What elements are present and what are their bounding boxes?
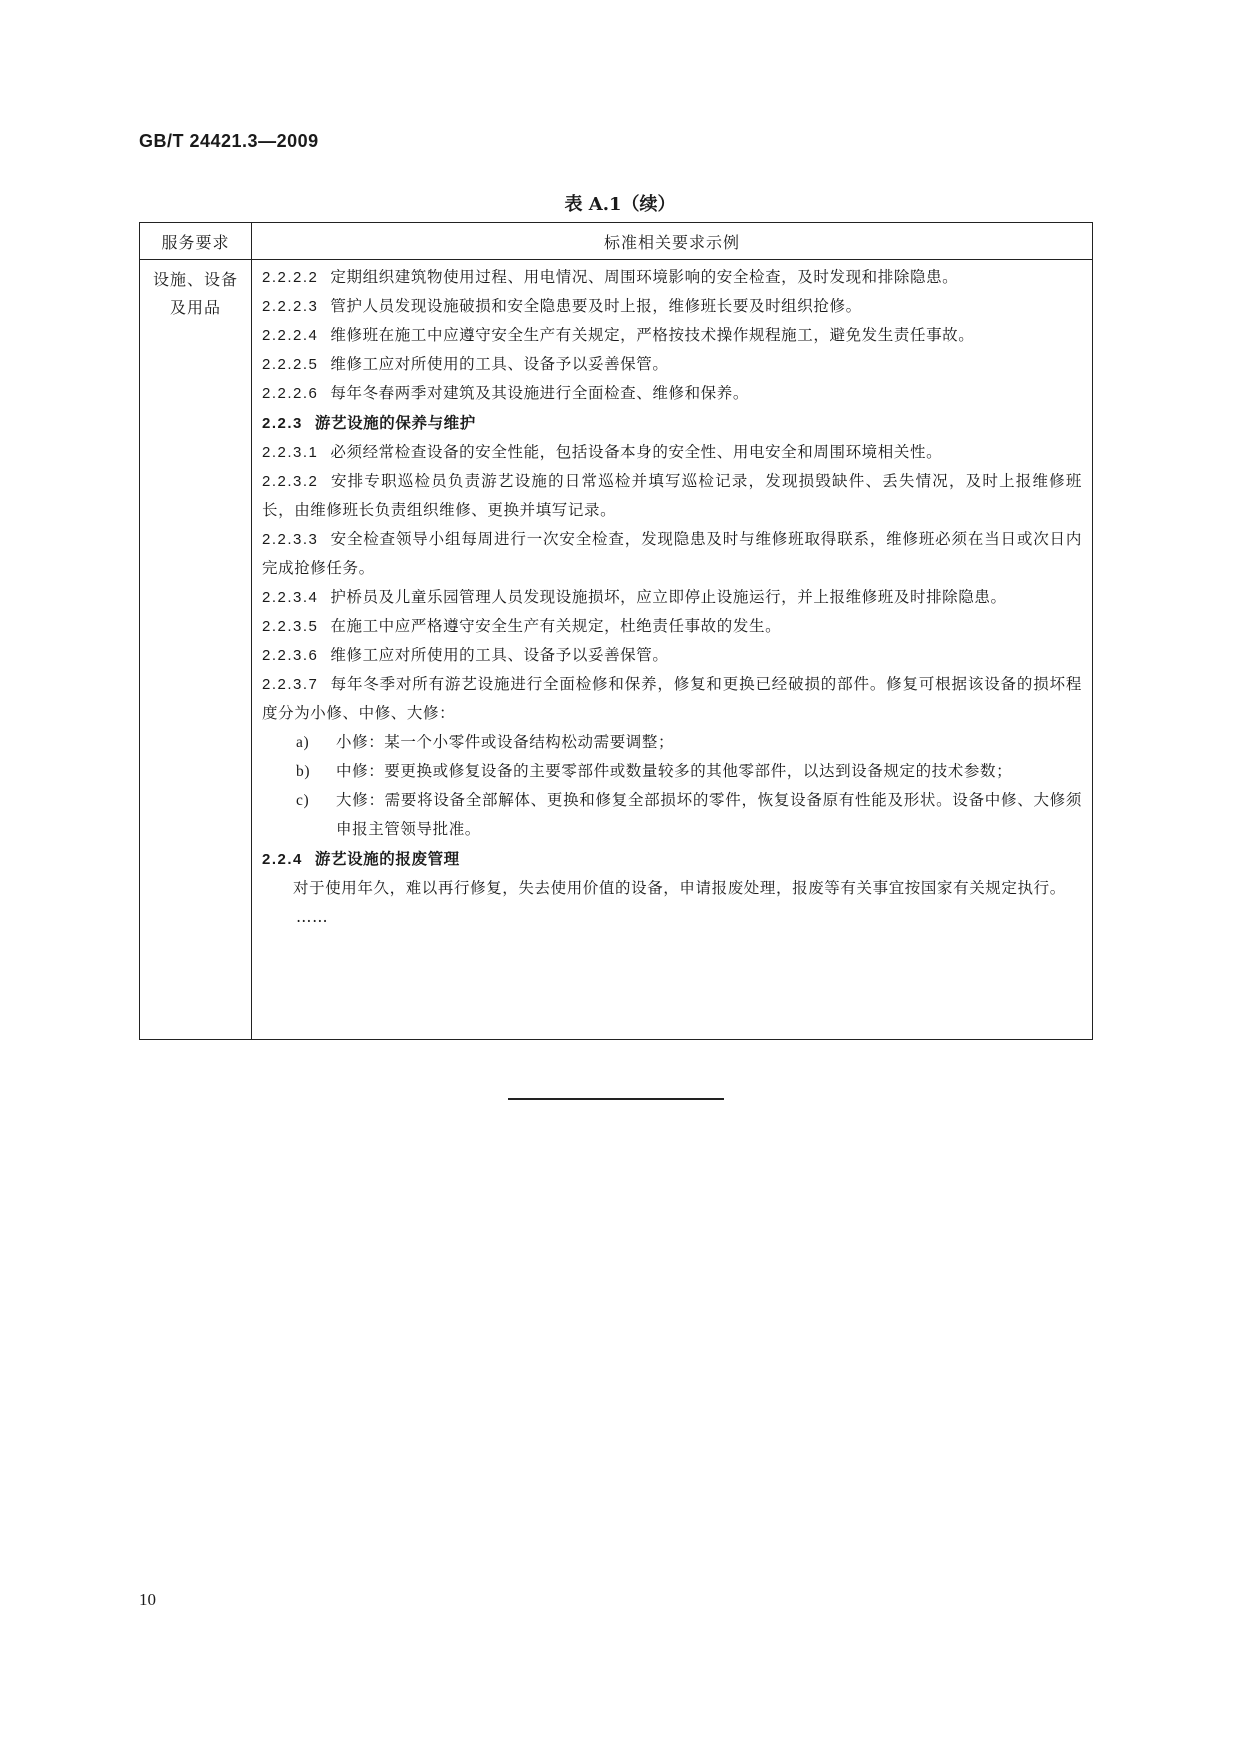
clause-text: 安全检查领导小组每周进行一次安全检查，发现隐患及时与维修班取得联系，维修班必须在当日或次日内完成抢修任务。 <box>262 530 1082 577</box>
clause-number: 2.2.3.3 <box>262 531 319 548</box>
clause-2-2-2-5 <box>262 350 1082 379</box>
clause-number: 2.2.3.7 <box>262 676 319 693</box>
column-header-examples: 标准相关要求示例 <box>252 223 1093 260</box>
clause-2-2-3-6 <box>262 641 1082 670</box>
table-header-row <box>140 223 1093 260</box>
section-title: 游艺设施的保养与维护 <box>314 413 476 432</box>
list-marker: b) <box>296 763 311 780</box>
clause-number: 2.2.3.5 <box>262 618 319 635</box>
clause-2-2-2-6 <box>262 379 1082 408</box>
clause-text: 护桥员及儿童乐园管理人员发现设施损坏，应立即停止设施运行，并上报维修班及时排除隐患。 <box>330 588 1007 606</box>
list-text: 小修：某一个小零件或设备结构松动需要调整； <box>336 733 675 751</box>
clause-number: 2.2.2.6 <box>262 385 319 402</box>
clause-number: 2.2.3.1 <box>262 444 319 461</box>
requirements-content-cell <box>252 260 1093 1040</box>
page-number: 10 <box>139 1590 156 1609</box>
column-header-service: 服务要求 <box>140 223 252 260</box>
requirements-table <box>139 222 1093 1040</box>
end-of-document-rule <box>508 1098 724 1100</box>
continuation-ellipsis: …… <box>296 908 329 926</box>
clause-2-2-3-1 <box>262 438 1082 467</box>
clause-text: 维修工应对所使用的工具、设备予以妥善保管。 <box>330 646 669 664</box>
clause-2-2-2-3 <box>262 292 1082 321</box>
list-text: 中修：要更换或修复设备的主要零部件或数量较多的其他零部件，以达到设备规定的技术参数； <box>336 762 1013 780</box>
clause-2-2-2-2 <box>262 263 1082 292</box>
clause-text: 维修工应对所使用的工具、设备予以妥善保管。 <box>330 355 669 373</box>
clause-2-2-3-7 <box>262 670 1082 728</box>
list-marker: c) <box>296 792 310 809</box>
clause-text: 安排专职巡检员负责游艺设施的日常巡检并填写巡检记录，发现损毁缺件、丢失情况，及时上报维修班长，由维修班长负责组织维修、更换并填写记录。 <box>262 472 1082 519</box>
clause-text: 每年冬春两季对建筑及其设施进行全面检查、维修和保养。 <box>330 384 749 402</box>
clause-text: 每年冬季对所有游艺设施进行全面检修和保养，修复和更换已经破损的部件。修复可根据该设备的损坏程度分为小修、中修、大修： <box>262 675 1082 722</box>
standard-number: GB/T 24421.3—2009 <box>139 131 319 151</box>
section-number: 2.2.3 <box>262 415 303 432</box>
clause-2-2-3-4 <box>262 583 1082 612</box>
list-item-a <box>262 728 1082 757</box>
clause-text: 维修班在施工中应遵守安全生产有关规定，严格按技术操作规程施工，避免发生责任事故。 <box>330 326 975 344</box>
clause-number: 2.2.3.4 <box>262 589 319 606</box>
section-heading-2-2-3 <box>262 408 1082 438</box>
section-number: 2.2.4 <box>262 851 303 868</box>
clause-2-2-3-2 <box>262 467 1082 525</box>
clause-number: 2.2.2.5 <box>262 356 319 373</box>
clause-text: 必须经常检查设备的安全性能，包括设备本身的安全性、用电安全和周围环境相关性。 <box>330 443 943 461</box>
section-heading-2-2-4 <box>262 844 1082 874</box>
section-title: 游艺设施的报废管理 <box>314 849 460 868</box>
clause-2-2-3-5 <box>262 612 1082 641</box>
table-title: 表 A.1（续） <box>564 194 676 215</box>
clause-text: 管护人员发现设施破损和安全隐患要及时上报，维修班长要及时组织抢修。 <box>330 297 862 315</box>
clause-text: 在施工中应严格遵守安全生产有关规定，杜绝责任事故的发生。 <box>330 617 782 635</box>
section-paragraph: 对于使用年久，难以再行修复，失去使用价值的设备，申请报废处理，报废等有关事宜按国家有关规定执行。 <box>293 879 1066 897</box>
list-item-c <box>262 786 1082 844</box>
clause-text: 定期组织建筑物使用过程、用电情况、周围环境影响的安全检查，及时发现和排除隐患。 <box>330 268 959 286</box>
list-item-b <box>262 757 1082 786</box>
list-text: 大修：需要将设备全部解体、更换和修复全部损坏的零件，恢复设备原有性能及形状。设备中修、大修须申报主管领导批准。 <box>336 791 1082 838</box>
service-category-cell: 设施、设备及用品 <box>140 260 252 1040</box>
clause-number: 2.2.2.2 <box>262 269 319 286</box>
list-marker: a) <box>296 734 310 751</box>
clause-2-2-2-4 <box>262 321 1082 350</box>
clause-2-2-3-3 <box>262 525 1082 583</box>
clause-number: 2.2.3.2 <box>262 473 319 490</box>
table-row <box>140 260 1093 1040</box>
clause-number: 2.2.2.3 <box>262 298 319 315</box>
clause-number: 2.2.2.4 <box>262 327 319 344</box>
clause-number: 2.2.3.6 <box>262 647 319 664</box>
